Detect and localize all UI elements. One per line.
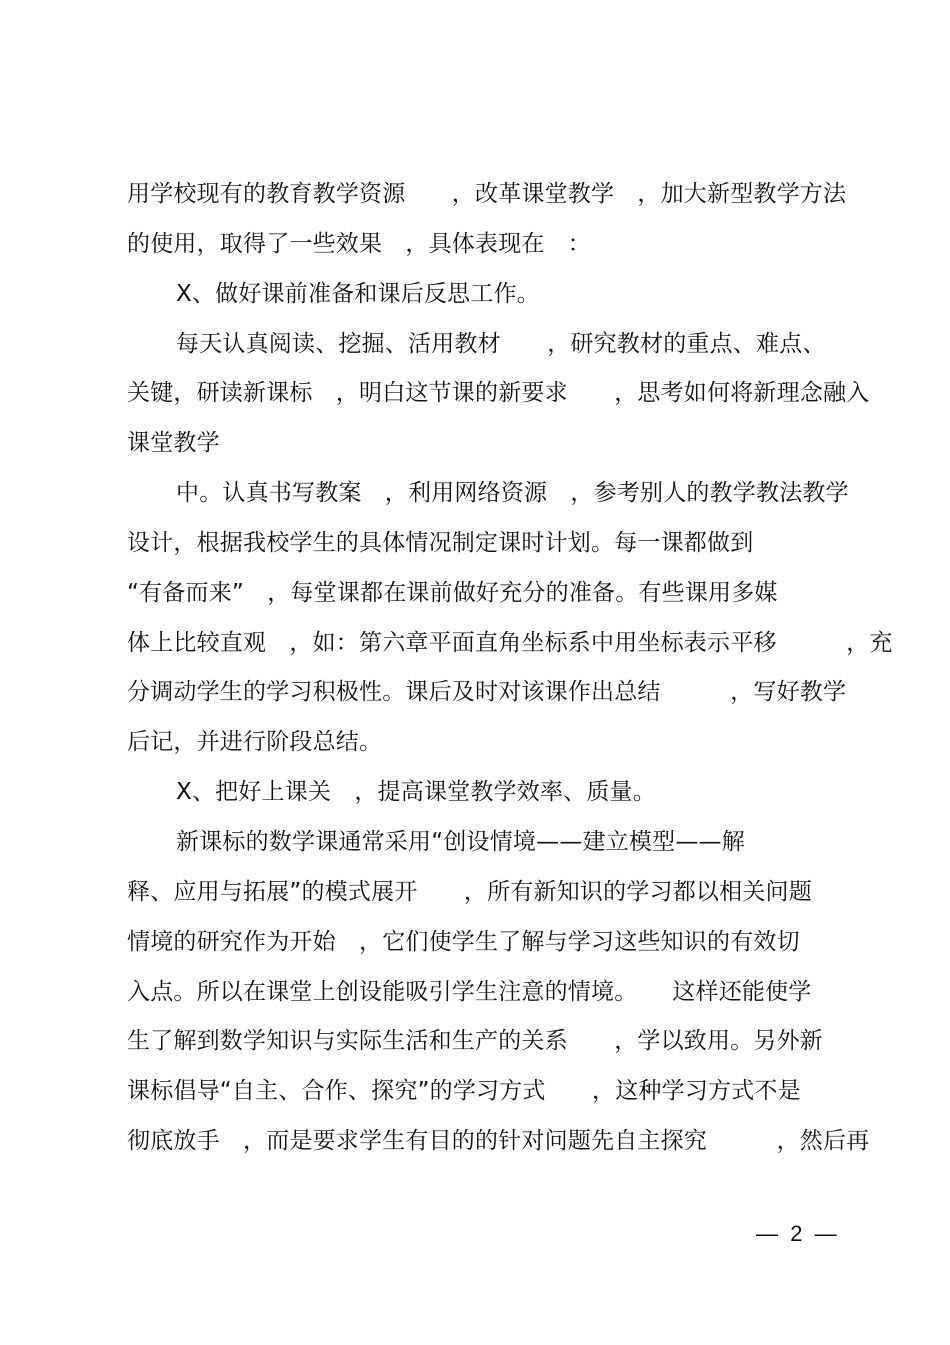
section-heading-1: X、做好课前准备和课后反思工作。	[176, 281, 540, 307]
text-line-7: 中。认真书写教案 ，利用网络资源 ，参考别人的教学教法教学	[176, 480, 849, 506]
page-number: — 2 —	[756, 1221, 837, 1246]
text-line-19: 课标倡导“自主、合作、探究”的学习方式 ，这种学习方式不是	[127, 1078, 801, 1104]
section-heading-2: X、把好上课关 ，提高课堂教学效率、质量。	[176, 779, 656, 805]
text-line-2: 的使用，取得了一些效果 ，具体表现在 ：	[127, 231, 591, 257]
text-line-10: 体上比较直观 ，如：第六章平面直角坐标系中用坐标表示平移 ，充	[127, 630, 893, 656]
text-line-9: “有备而来” ，每堂课都在课前做好充分的准备。有些课用多媒	[127, 580, 778, 606]
text-line-5: 关键，研读新课标 ，明白这节课的新要求 ，思考如何将新理念融入	[127, 380, 870, 406]
text-line-4: 每天认真阅读、挖掘、活用教材 ，研究教材的重点、难点、	[176, 331, 826, 357]
text-line-6: 课堂教学	[127, 430, 220, 456]
text-line-20: 彻底放手 ，而是要求学生有目的的针对问题先自主探究 ，然后再	[127, 1128, 870, 1154]
text-line-1: 用学校现有的教育教学资源 ，改革课堂教学 ，加大新型教学方法	[127, 181, 847, 207]
text-line-17: 入点。所以在课堂上创设能吸引学生注意的情境。 这样还能使学	[127, 979, 812, 1005]
text-line-8: 设计，根据我校学生的具体情况制定课时计划。每一课都做到	[127, 530, 754, 556]
text-line-18: 生了解到数学知识与实际生活和生产的关系 ，学以致用。另外新	[127, 1028, 823, 1054]
text-line-16: 情境的研究作为开始 ，它们使学生了解与学习这些知识的有效切	[127, 929, 800, 955]
text-line-15: 释、应用与拓展”的模式展开 ，所有新知识的学习都以相关问题	[127, 879, 812, 905]
text-line-11: 分调动学生的学习积极性。课后及时对该课作出总结 ，写好教学	[127, 679, 847, 705]
text-line-14: 新课标的数学课通常采用“创设情境——建立模型——解	[176, 829, 745, 855]
text-line-12: 后记，并进行阶段总结。	[127, 729, 383, 755]
